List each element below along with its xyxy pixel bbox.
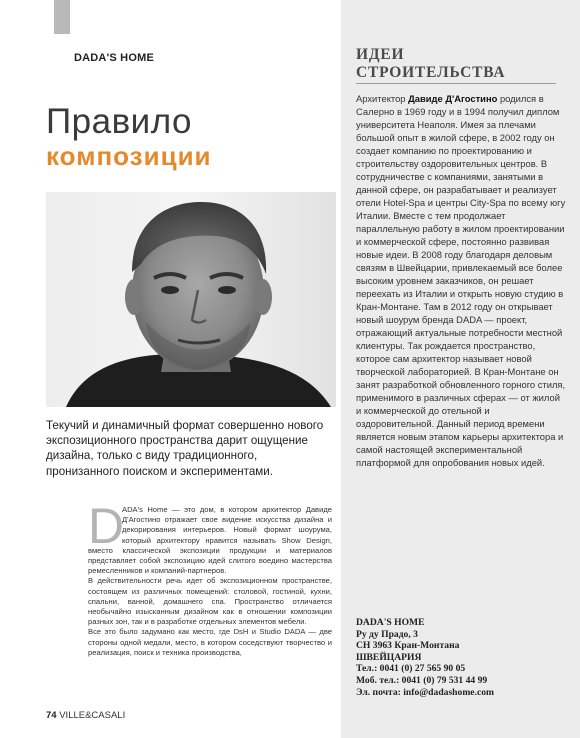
sidebar-divider [356, 83, 556, 84]
body-paragraph-2: В действительности речь идет об экспозиционном пространстве, состоящем из различных помещений: столовой, гостиной, кухни, спальни, ванной, домашнего спа. Пространство отличается необычайно изысканным дизайном как в отношении композиции разных зон, так и в разработке отдельных элементов мебели. [88, 576, 332, 627]
top-accent-bar [54, 0, 70, 34]
sidebar-intro: Архитектор [356, 93, 409, 104]
contact-phone[interactable]: Тел.: 0041 (0) 27 565 90 05 [356, 663, 466, 675]
body-paragraph-3: Все это было задумано как место, где DsH и Studio DADA — две стороны одной медали, место, в котором соседствуют творчество и реализация, поиск и техника производства, [88, 627, 332, 657]
portrait-image [46, 192, 336, 407]
article-lead [46, 418, 328, 479]
contact-block [356, 617, 566, 698]
drop-cap: D [88, 498, 125, 554]
contact-company: DADA'S HOME [356, 617, 425, 628]
sidebar-paragraph [356, 92, 566, 469]
contact-mobile[interactable]: Моб. тел.: 0041 (0) 79 531 44 99 [356, 674, 488, 686]
sidebar-text [356, 92, 566, 469]
sidebar-title: ИДЕИ СТРОИТЕЛЬСТВА [356, 46, 506, 81]
contact-country: ШВЕЙЦАРИЯ [356, 651, 422, 663]
section-label: DADA'S HOME [74, 52, 154, 64]
article-title-line2: композиции [46, 141, 212, 171]
body-paragraph-1-text: ADA's Home — это дом, в котором архитектор Давиде Д'Агостино отражает свое видение искусства дизайна и декорирования интерьеров. Новый формат шоурума, который архитектору нравится называть Show Design, вместо классической экспозиции продукции и материалов представляет собой экспозицию идей слитого воедино мастерства ремесленников и компаний-партнеров. [88, 505, 332, 576]
architect-name: Давиде Д'Агостино [408, 93, 498, 104]
architect-portrait-photo [46, 192, 336, 407]
article-title-line1: Правило [46, 102, 193, 141]
page-number: 74 [46, 710, 57, 721]
body-paragraph-1 [88, 498, 332, 576]
page-footer [46, 710, 125, 721]
sidebar-biography: родился в Салерно в 1969 году и в 1994 получил диплом университета Неаполя. Имея за плечами большой опыт в жилой сфере, в 2002 году он создает компанию по проектированию и строительству оздоровительных центров. В сотрудничестве с компаниями, занятыми в данной сфере, он разрабатывает и реализует отели Hotel-Spa и центры City-Spa по всему югу Италии. Вместе с тем продолжает параллельную работу в жилом проектировании и коммерческой сфере, постоянно развивая новые идеи. В 2008 году благодаря деловым связям в Швейцарии, привлекаемый все более высоким уровнем заказчиков, он решает переехать из Италии и открыть новую студию в Кран-Монтане. Там в 2012 году он открывает новый шоурум бренда DADA — проект, отражающий актуальные потребности местной клиентуры. Так рождается пространство, которое сам архитектор называет новой творческой лабораторией. В Кран-Монтане он занят разработкой обновленного горного стиля, применимого в различных сферах — от жилой и коммерческой до отельной и оздоровительной. Данный период времени является новым этапом карьеры архитектора и самой настоящей экспериментальной платформой для опробования новых идей. [356, 93, 566, 468]
contact-city: CH 3963 Кран-Монтана [356, 640, 460, 652]
article-body [88, 498, 332, 658]
dropcap-spacer [88, 505, 122, 545]
contact-street: Ру ду Прадо, 3 [356, 628, 418, 640]
contact-email[interactable]: Эл. почта: info@dadashome.com [356, 686, 495, 698]
lead-paragraph: Текучий и динамичный формат совершенно нового экспозиционного пространства дарит ощущение дизайна, только с виду традиционного, пронизанного поиском и экспериментами. [46, 419, 324, 478]
magazine-name: VILLE&CASALI [59, 710, 126, 721]
